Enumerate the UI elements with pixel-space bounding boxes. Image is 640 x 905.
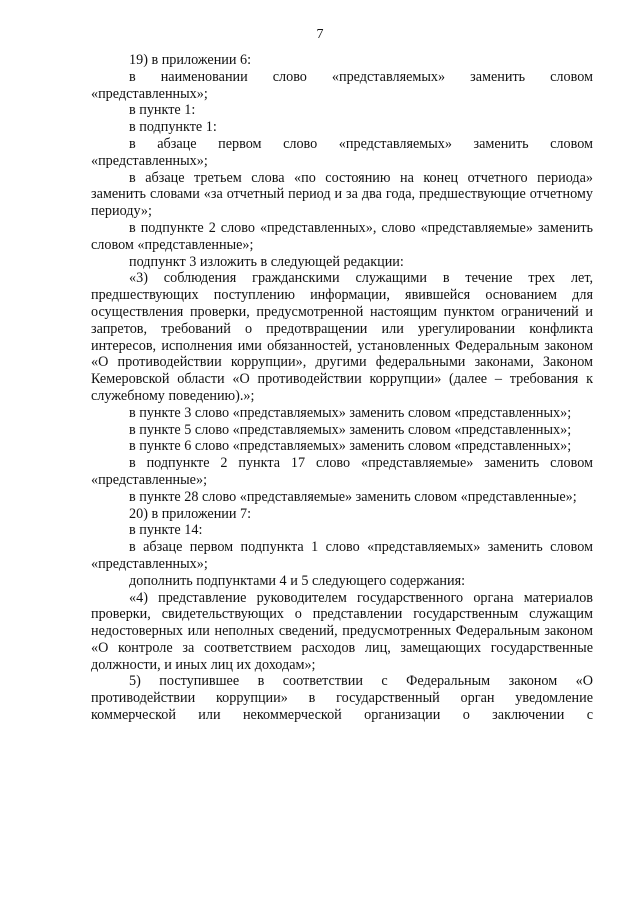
paragraph: в абзаце первом слово «представляемых» заменить словом «представленных»; — [91, 135, 593, 169]
paragraph: в абзаце третьем слова «по состоянию на конец отчетного периода» заменить словами «за отчетный период и за два года, предшествующие отчетному периоду»; — [91, 169, 593, 220]
paragraph: подпункт 3 изложить в следующей редакции: — [129, 253, 404, 270]
paragraph: в пункте 1: — [129, 102, 196, 119]
paragraph: 19) в приложении 6: — [129, 52, 252, 68]
paragraph: в пункте 3 слово «представляемых» заменить словом «представленных»; — [129, 404, 572, 421]
document-body — [91, 52, 593, 724]
paragraph: 5) поступившее в соответствии с Федеральным законом «О противодействии коррупции» в государственный орган уведомление коммерческой или некоммерческой организации о заключении с — [91, 673, 593, 724]
paragraph: «4) представление руководителем государственного органа материалов проверки, свидетельствующих о представлении государственным служащим недостоверных или неполных сведений, предусмотренных Федеральным законом «О контроле за соответствием расходов лиц, замещающих государственные должности, и иных лиц их доходам»; — [91, 589, 593, 673]
page-number: 7 — [316, 27, 324, 42]
paragraph: дополнить подпунктами 4 и 5 следующего содержания: — [129, 572, 466, 589]
paragraph: в пункте 28 слово «представляемые» заменить словом «представленные»; — [129, 488, 577, 505]
paragraph: в подпункте 1: — [129, 119, 217, 136]
paragraph: «3) соблюдения гражданскими служащими в течение трех лет, предшествующих поступлению информации, явившейся основанием для осуществления проверки, предусмотренной настоящим пунктом ограничений и запретов, требований о предотвращении или урегулировании конфликта интересов, исполнения ими обязанностей, установленных Федеральным законом «О противодействии коррупции», другими федеральными законами, Законом Кемеровской области «О противодействии коррупции» (далее – требования к служебному поведению).»; — [91, 270, 593, 404]
paragraph: в наименовании слово «представляемых» заменить словом «представленных»; — [91, 68, 593, 102]
paragraph: в подпункте 2 пункта 17 слово «представляемые» заменить словом «представленные»; — [91, 455, 593, 488]
paragraph: в пункте 6 слово «представляемых» заменить словом «представленных»; — [129, 438, 572, 455]
paragraph: в абзаце первом подпункта 1 слово «представляемых» заменить словом «представленных»; — [91, 539, 593, 572]
paragraph: в пункте 14: — [129, 522, 203, 539]
paragraph: в пункте 5 слово «представляемых» заменить словом «представленных»; — [129, 421, 572, 438]
paragraph: в подпункте 2 слово «представленных», слово «представляемые» заменить словом «представленные»; — [91, 219, 593, 253]
paragraph: 20) в приложении 7: — [129, 505, 252, 522]
